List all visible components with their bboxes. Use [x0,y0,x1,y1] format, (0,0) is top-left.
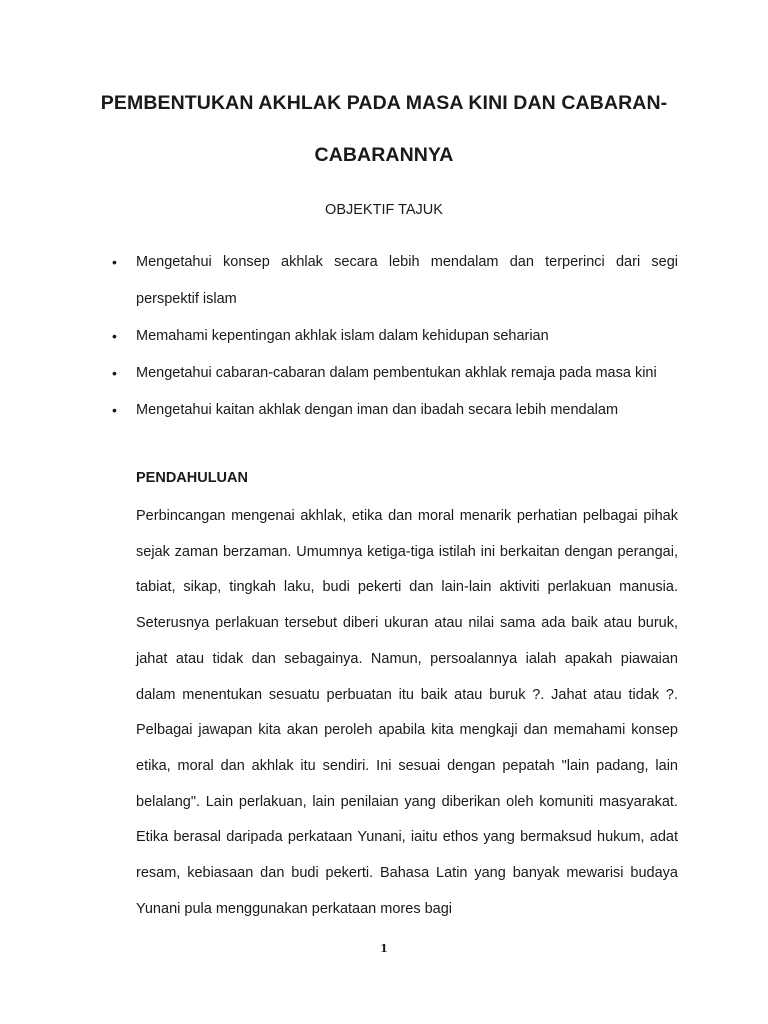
body-paragraph: Perbincangan mengenai akhlak, etika dan moral menarik perhatian pelbagai pihak sejak zaman berzaman. Umumnya ketiga-tiga istilah ini berkaitan dengan perangai, tabiat, sikap, tingkah laku, budi pekerti dan lain-lain aktiviti perlakuan manusia. Seterusnya perlakuan tersebut diberi ukuran atau nilai sama ada baik atau buruk, jahat atau tidak dan sebagainya. Namun, persoalannya ialah apakah piawaian dalam menentukan sesuatu perbuatan itu baik atau buruk ?. Jahat atau tidak ?. Pelbagai jawapan kita akan peroleh apabila kita mengkaji dan memahami konsep etika, moral dan akhlak itu sendiri. Ini sesuai dengan pepatah "lain padang, lain belalang". Lain perlakuan, lain penilaian yang diberikan oleh komuniti masyarakat. Etika berasal daripada perkataan Yunani, iaitu ethos yang bermaksud hukum, adat resam, kebiasaan dan budi pekerti. Bahasa Latin yang banyak mewarisi budaya Yunani pula menggunakan perkataan mores bagi [136,508,678,917]
page-number: 1 [380,942,388,955]
list-item [110,392,678,429]
objective-list [110,244,678,429]
list-item [110,244,678,318]
document-title-line-2: CABARANNYA [314,144,454,166]
list-item-text: Mengetahui cabaran-cabaran dalam pembentukan akhlak remaja pada masa kini [136,365,657,381]
document-title-line-1: PEMBENTUKAN AKHLAK PADA MASA KINI DAN CABARAN- [100,92,668,114]
bullet-icon: • [112,328,117,344]
objective-subheading: OBJEKTIF TAJUK [325,202,443,218]
bullet-icon: • [112,365,117,381]
list-item-text: Mengetahui kaitan akhlak dengan iman dan ibadah secara lebih mendalam [136,402,619,418]
list-item [110,318,678,355]
list-item-text: Mengetahui konsep akhlak secara lebih mendalam dan terperinci dari segi perspektif islam [136,254,678,307]
bullet-icon: • [112,402,117,418]
section-heading: PENDAHULUAN [136,470,248,486]
bullet-icon: • [112,254,117,270]
list-item-text: Memahami kepentingan akhlak islam dalam kehidupan seharian [136,328,549,344]
list-item [110,355,678,392]
